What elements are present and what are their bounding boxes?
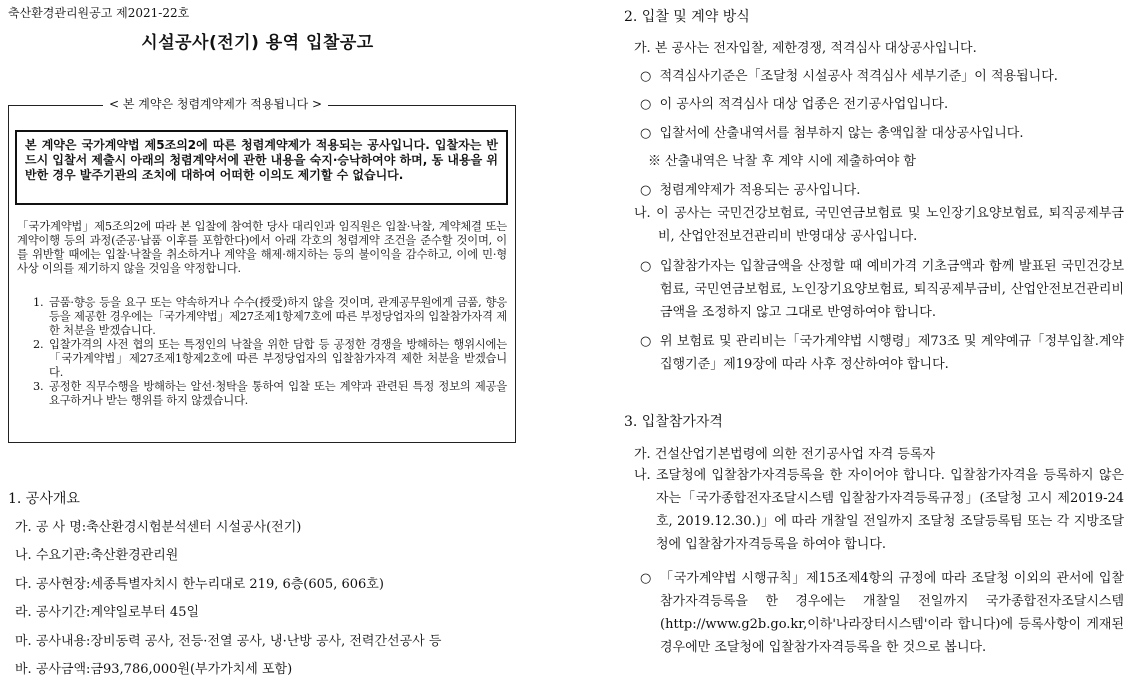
section2-heading: 2. 입찰 및 계약 방식 (624, 9, 750, 25)
overview-value: 축산환경관리원 (90, 548, 179, 563)
overview-row (15, 547, 178, 565)
section2-na-text: 나. 이 공사는 국민건강보험료, 국민연금보험료 및 노인장기요양보험료, 퇴직공제부금비, 산업안전보건관리비 반영대상 공사입니다. (634, 206, 1124, 244)
section2-ga-item-text: 입찰서에 산출내역서를 첨부하지 않는 총액입찰 대상공사입니다. (659, 126, 1024, 141)
integrity-box-legend: < 본 계약은 청렴계약제가 적용됩니다 > (103, 95, 328, 112)
section3-na-item (640, 567, 1124, 659)
section2-na-item (640, 255, 1124, 324)
circle-bullet-icon: ○ (640, 69, 652, 84)
circle-bullet-icon: ○ (640, 97, 652, 112)
overview-value: 세종특별자치시 한누리대로 219, 6층(605, 606호) (90, 577, 384, 592)
list-item-number: 1. (33, 296, 44, 309)
section2-ga-item (640, 93, 948, 112)
section3-na-text: 나. 조달청에 입찰참가자격등록을 한 자이어야 합니다. 입찰참가자격을 등록하지 않은 자는「국가종합전자조달시스템 입찰참가자격등록규정」(조달청 고시 제2019-24호, 2019.12.30.)」에 따라 개찰일 전일까지 조달청 조달등록팀 또는 각 지방조달청에 입찰참가자격등록을 하여야 합니다. (634, 468, 1124, 552)
section3-na-item-text: 「국가계약법 시행규칙」제15조제4항의 규정에 따라 조달청 이외의 관서에 입찰참가자격등록을 한 경우에는 개찰일 전일까지 국가종합전자조달시스템(http://www.g2b.go.kr,이하'나라장터시스템'이라 합니다)에 등록사항이 게재된 경우에만 조달청에 입찰참가자격등록을 한 것으로 봅니다. (660, 571, 1124, 655)
section2-ga-item-text: 청렴계약제가 적용되는 공사입니다. (659, 183, 861, 198)
overview-value: 금93,786,000원(부가가치세 포함) (90, 662, 293, 677)
section2-ga-item-text: 이 공사의 적격심사 대상 업종은 전기공사업입니다. (659, 97, 949, 112)
circle-bullet-icon: ○ (640, 571, 652, 586)
overview-row (15, 604, 199, 622)
list-item-number: 2. (33, 338, 44, 351)
section2-na-item-text: 입찰참가자는 입찰금액을 산정할 때 예비가격 기초금액과 함께 발표된 국민건강보험료, 국민연금보험료, 노인장기요양보험료, 퇴직공제부금비, 산업안전보건관리비 금액을 조정하지 않고 그대로 반영하여야 합니다. (660, 259, 1124, 320)
overview-label: 마. 공사내용: (15, 634, 91, 649)
overview-row (15, 661, 292, 679)
overview-value: 축산환경시험분석센터 시설공사(전기) (86, 520, 302, 535)
section2-na-item (640, 330, 1124, 376)
section3-ga: 가. 건설산업기본법령에 의한 전기공사업 자격 등록자 (634, 447, 936, 462)
integrity-notice-bold: 본 계약은 국가계약법 제5조의2에 따른 청렴계약제가 적용되는 공사입니다. 입찰자는 반드시 입찰서 제출시 아래의 청렴계약서에 관한 내용을 숙지·승낙하여야 하며, 동 내용을 위반한 경우 발주기관의 조치에 대하여 어떠한 이의도 제기할 수 없습니다. (15, 130, 508, 205)
overview-label: 바. 공사금액: (15, 662, 91, 677)
circle-bullet-icon: ○ (640, 126, 652, 141)
list-item (33, 296, 507, 338)
overview-row (15, 519, 301, 537)
list-item-text: 금품·향응 등을 요구 또는 약속하거나 수수(授受)하지 않을 것이며, 관계공무원에게 금품, 향응 등을 제공한 경우에는「국가계약법」제27조제1항제7호에 따른 부정당업자의 입찰참가자격 제한 처분을 받겠습니다. (49, 296, 507, 337)
pledge-list (33, 296, 507, 408)
circle-bullet-icon: ○ (640, 183, 652, 198)
circle-bullet-icon: ○ (640, 259, 652, 274)
section2-note: ※ 산출내역은 낙찰 후 계약 시에 제출하여야 함 (648, 154, 916, 169)
overview-label: 가. 공 사 명: (15, 520, 87, 535)
list-item-text: 공정한 직무수행을 방해하는 알선·청탁을 통하여 입찰 또는 계약과 관련된 특정 정보의 제공을 요구하거나 받는 행위를 하지 않겠습니다. (49, 380, 507, 407)
integrity-pledge-text: 「국가계약법」제5조의2에 따라 본 입찰에 참여한 당사 대리인과 임직원은 입찰·낙찰, 계약체결 또는 계약이행 등의 과정(준공·납품 이후를 포함한다)에서 아래 각호의 청렴계약 조건을 준수할 것이며, 이를 위반할 때에는 입찰·낙찰을 취소하거나 계약을 해제·해지하는 등의 불이익을 감수하고, 이에 민·형사상 이의를 제기하지 않을 것임을 약정합니다. (17, 220, 507, 275)
section2-na-item-text: 위 보험료 및 관리비는「국가계약법 시행령」제73조 및 계약예규「정부입찰.계약집행기준」제19장에 따라 사후 정산하여야 합니다. (660, 334, 1124, 372)
section2-na (634, 202, 1124, 248)
overview-value: 장비동력 공사, 전등·전열 공사, 냉·난방 공사, 전력간선공사 등 (90, 634, 442, 649)
overview-row (15, 633, 441, 651)
section2-ga-item (640, 122, 1023, 141)
overview-row (15, 576, 384, 594)
section3-heading: 3. 입찰참가자격 (624, 414, 723, 430)
section2-ga-item (640, 179, 860, 198)
overview-label: 나. 수요기관: (15, 548, 91, 563)
section3-na (634, 464, 1124, 556)
overview-value: 계약일로부터 45일 (90, 605, 200, 620)
list-item (33, 380, 507, 408)
overview-label: 다. 공사현장: (15, 577, 91, 592)
circle-bullet-icon: ○ (640, 334, 652, 349)
list-item (33, 338, 507, 380)
page-title: 시설공사(전기) 용역 입찰공고 (141, 33, 374, 53)
section2-ga-item-text: 적격심사기준은「조달청 시설공사 적격심사 세부기준」이 적용됩니다. (659, 69, 1058, 84)
section2-ga-item (640, 65, 1058, 84)
overview-label: 라. 공사기간: (15, 605, 91, 620)
list-item-text: 입찰가격의 사전 협의 또는 특정인의 낙찰을 위한 담합 등 공정한 경쟁을 방해하는 행위시에는「국가계약법」제27조제1항제2호에 따른 부정당업자의 입찰참가자격 제한 처분을 받겠습니다. (49, 338, 507, 379)
section2-ga: 가. 본 공사는 전자입찰, 제한경쟁, 적격심사 대상공사입니다. (634, 41, 977, 56)
section1-heading: 1. 공사개요 (8, 491, 80, 507)
notice-number: 축산환경관리원공고 제2021-22호 (8, 6, 190, 20)
list-item-number: 3. (33, 380, 44, 393)
